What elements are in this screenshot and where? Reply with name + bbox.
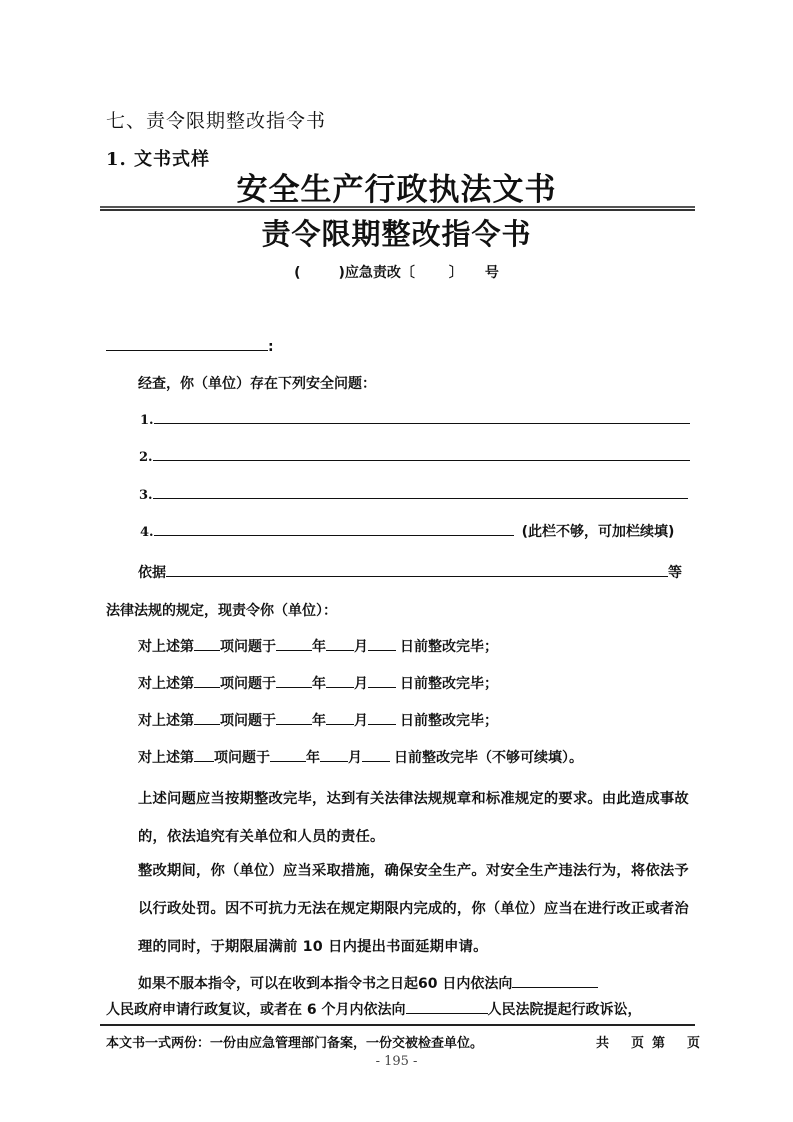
deadline-text: 月 (354, 639, 368, 655)
day-field[interactable] (362, 747, 390, 762)
item-number-field[interactable] (194, 747, 214, 762)
deadline-text: 对上述第 (138, 639, 194, 655)
item-number-field[interactable] (194, 673, 220, 688)
deadline-text: 项问题于 (214, 750, 270, 766)
deadline-text: 项问题于 (220, 713, 276, 729)
section-title: 七、责令限期整改指令书 (106, 110, 327, 132)
deadline-text: 对上述第 (138, 713, 194, 729)
problem-label: 2. (139, 450, 153, 465)
addressee-colon: : (268, 339, 274, 355)
deadline-row (138, 673, 498, 693)
deadline-row (138, 636, 498, 656)
year-field[interactable] (276, 710, 312, 725)
day-field[interactable] (368, 673, 396, 688)
page-number: - 195 - (375, 1054, 418, 1069)
problem-field[interactable] (153, 446, 690, 461)
deadline-text: 项问题于 (220, 639, 276, 655)
deadline-row (138, 710, 498, 730)
deadline-text: 年 (312, 639, 326, 655)
intro-text: 经查，你（单位）存在下列安全问题： (138, 376, 376, 392)
sub-title: 1. 文书式样 (106, 149, 211, 170)
deadline-text: 项问题于 (220, 676, 276, 692)
page-label: 页 (687, 1036, 701, 1051)
deadline-text: 月 (348, 750, 362, 766)
responsibility-paragraph: 上述问题应当按期整改完毕，达到有关法律法规规章和标准规定的要求。由此造成事故的，依法追究有关单位和人员的责任。 (138, 791, 689, 845)
year-field[interactable] (270, 747, 306, 762)
problem-field[interactable] (154, 409, 690, 424)
basis-prefix: 依据 (138, 565, 166, 581)
year-field[interactable] (276, 673, 312, 688)
deadline-text: 月 (354, 676, 368, 692)
deadline-text: 日前整改完毕； (400, 639, 498, 655)
deadline-text: 年 (312, 713, 326, 729)
appeal-line-1 (138, 973, 598, 993)
deadline-text: 年 (306, 750, 320, 766)
document-title: 责令限期整改指令书 (261, 217, 532, 251)
docno-close-bracket: 〕 (448, 265, 463, 281)
appeal-line-2 (106, 999, 642, 1019)
problem-field[interactable] (154, 521, 514, 536)
deadline-text: 日前整改完毕（不够可续填）。 (394, 750, 583, 766)
problem-note: (此栏不够，可加栏续填) (521, 524, 675, 540)
month-field[interactable] (320, 747, 348, 762)
footer-note: 本文书一式两份：一份由应急管理部门备案，一份交被检查单位。 (106, 1036, 484, 1051)
footer-rule (100, 1024, 695, 1026)
problem-item (139, 484, 688, 503)
document-number (0, 262, 793, 282)
problem-label: 3. (139, 488, 153, 503)
problem-item (140, 409, 690, 428)
problem-label: 4. (140, 525, 154, 540)
deadline-text: 年 (312, 676, 326, 692)
deadline-text: 对上述第 (138, 750, 194, 766)
government-field[interactable] (512, 973, 598, 988)
addressee-field[interactable] (106, 336, 268, 351)
problem-field[interactable] (153, 484, 688, 499)
deadline-text: 月 (354, 713, 368, 729)
month-field[interactable] (326, 710, 354, 725)
addressee-line (106, 336, 274, 355)
appeal-text: 如果不服本指令，可以在收到本指令书之日起60 日内依法向 (138, 976, 513, 992)
problem-item (139, 446, 690, 465)
deadline-row (138, 747, 583, 767)
current-label: 第 (652, 1036, 666, 1051)
basis-field[interactable] (166, 562, 668, 577)
basis-continuation: 法律法规的规定，现责令你（单位）： (106, 603, 337, 619)
deadline-text: 日前整改完毕； (400, 713, 498, 729)
page-counter (596, 1032, 700, 1051)
docno-open-paren: ( (294, 265, 301, 281)
total-label: 共 (596, 1036, 610, 1051)
basis-line (138, 562, 682, 582)
year-field[interactable] (276, 636, 312, 651)
court-field[interactable] (406, 999, 488, 1014)
day-field[interactable] (368, 636, 396, 651)
header-double-rule (100, 206, 695, 211)
document-category-title: 安全生产行政执法文书 (236, 172, 557, 208)
month-field[interactable] (326, 673, 354, 688)
rectification-period-paragraph: 整改期间，你（单位）应当采取措施，确保安全生产。对安全生产违法行为，将依法予以行政处罚。因不可抗力无法在规定期限内完成的，你（单位）应当在进行改正或者治理的同时，于期限届满前 10 日内提出书面延期申请。 (138, 863, 689, 955)
problem-item (140, 521, 674, 541)
problem-label: 1. (140, 413, 154, 428)
page-label: 页 (631, 1036, 645, 1051)
docno-middle: )应急责改〔 (338, 265, 415, 281)
appeal-text: 人民政府申请行政复议，或者在 6 个月内依法向 (106, 1002, 406, 1018)
deadline-text: 日前整改完毕； (400, 676, 498, 692)
item-number-field[interactable] (194, 636, 220, 651)
basis-suffix: 等 (668, 565, 682, 581)
deadline-text: 对上述第 (138, 676, 194, 692)
appeal-text: 人民法院提起行政诉讼， (487, 1002, 642, 1018)
month-field[interactable] (326, 636, 354, 651)
docno-suffix: 号 (484, 265, 499, 281)
item-number-field[interactable] (194, 710, 220, 725)
day-field[interactable] (368, 710, 396, 725)
